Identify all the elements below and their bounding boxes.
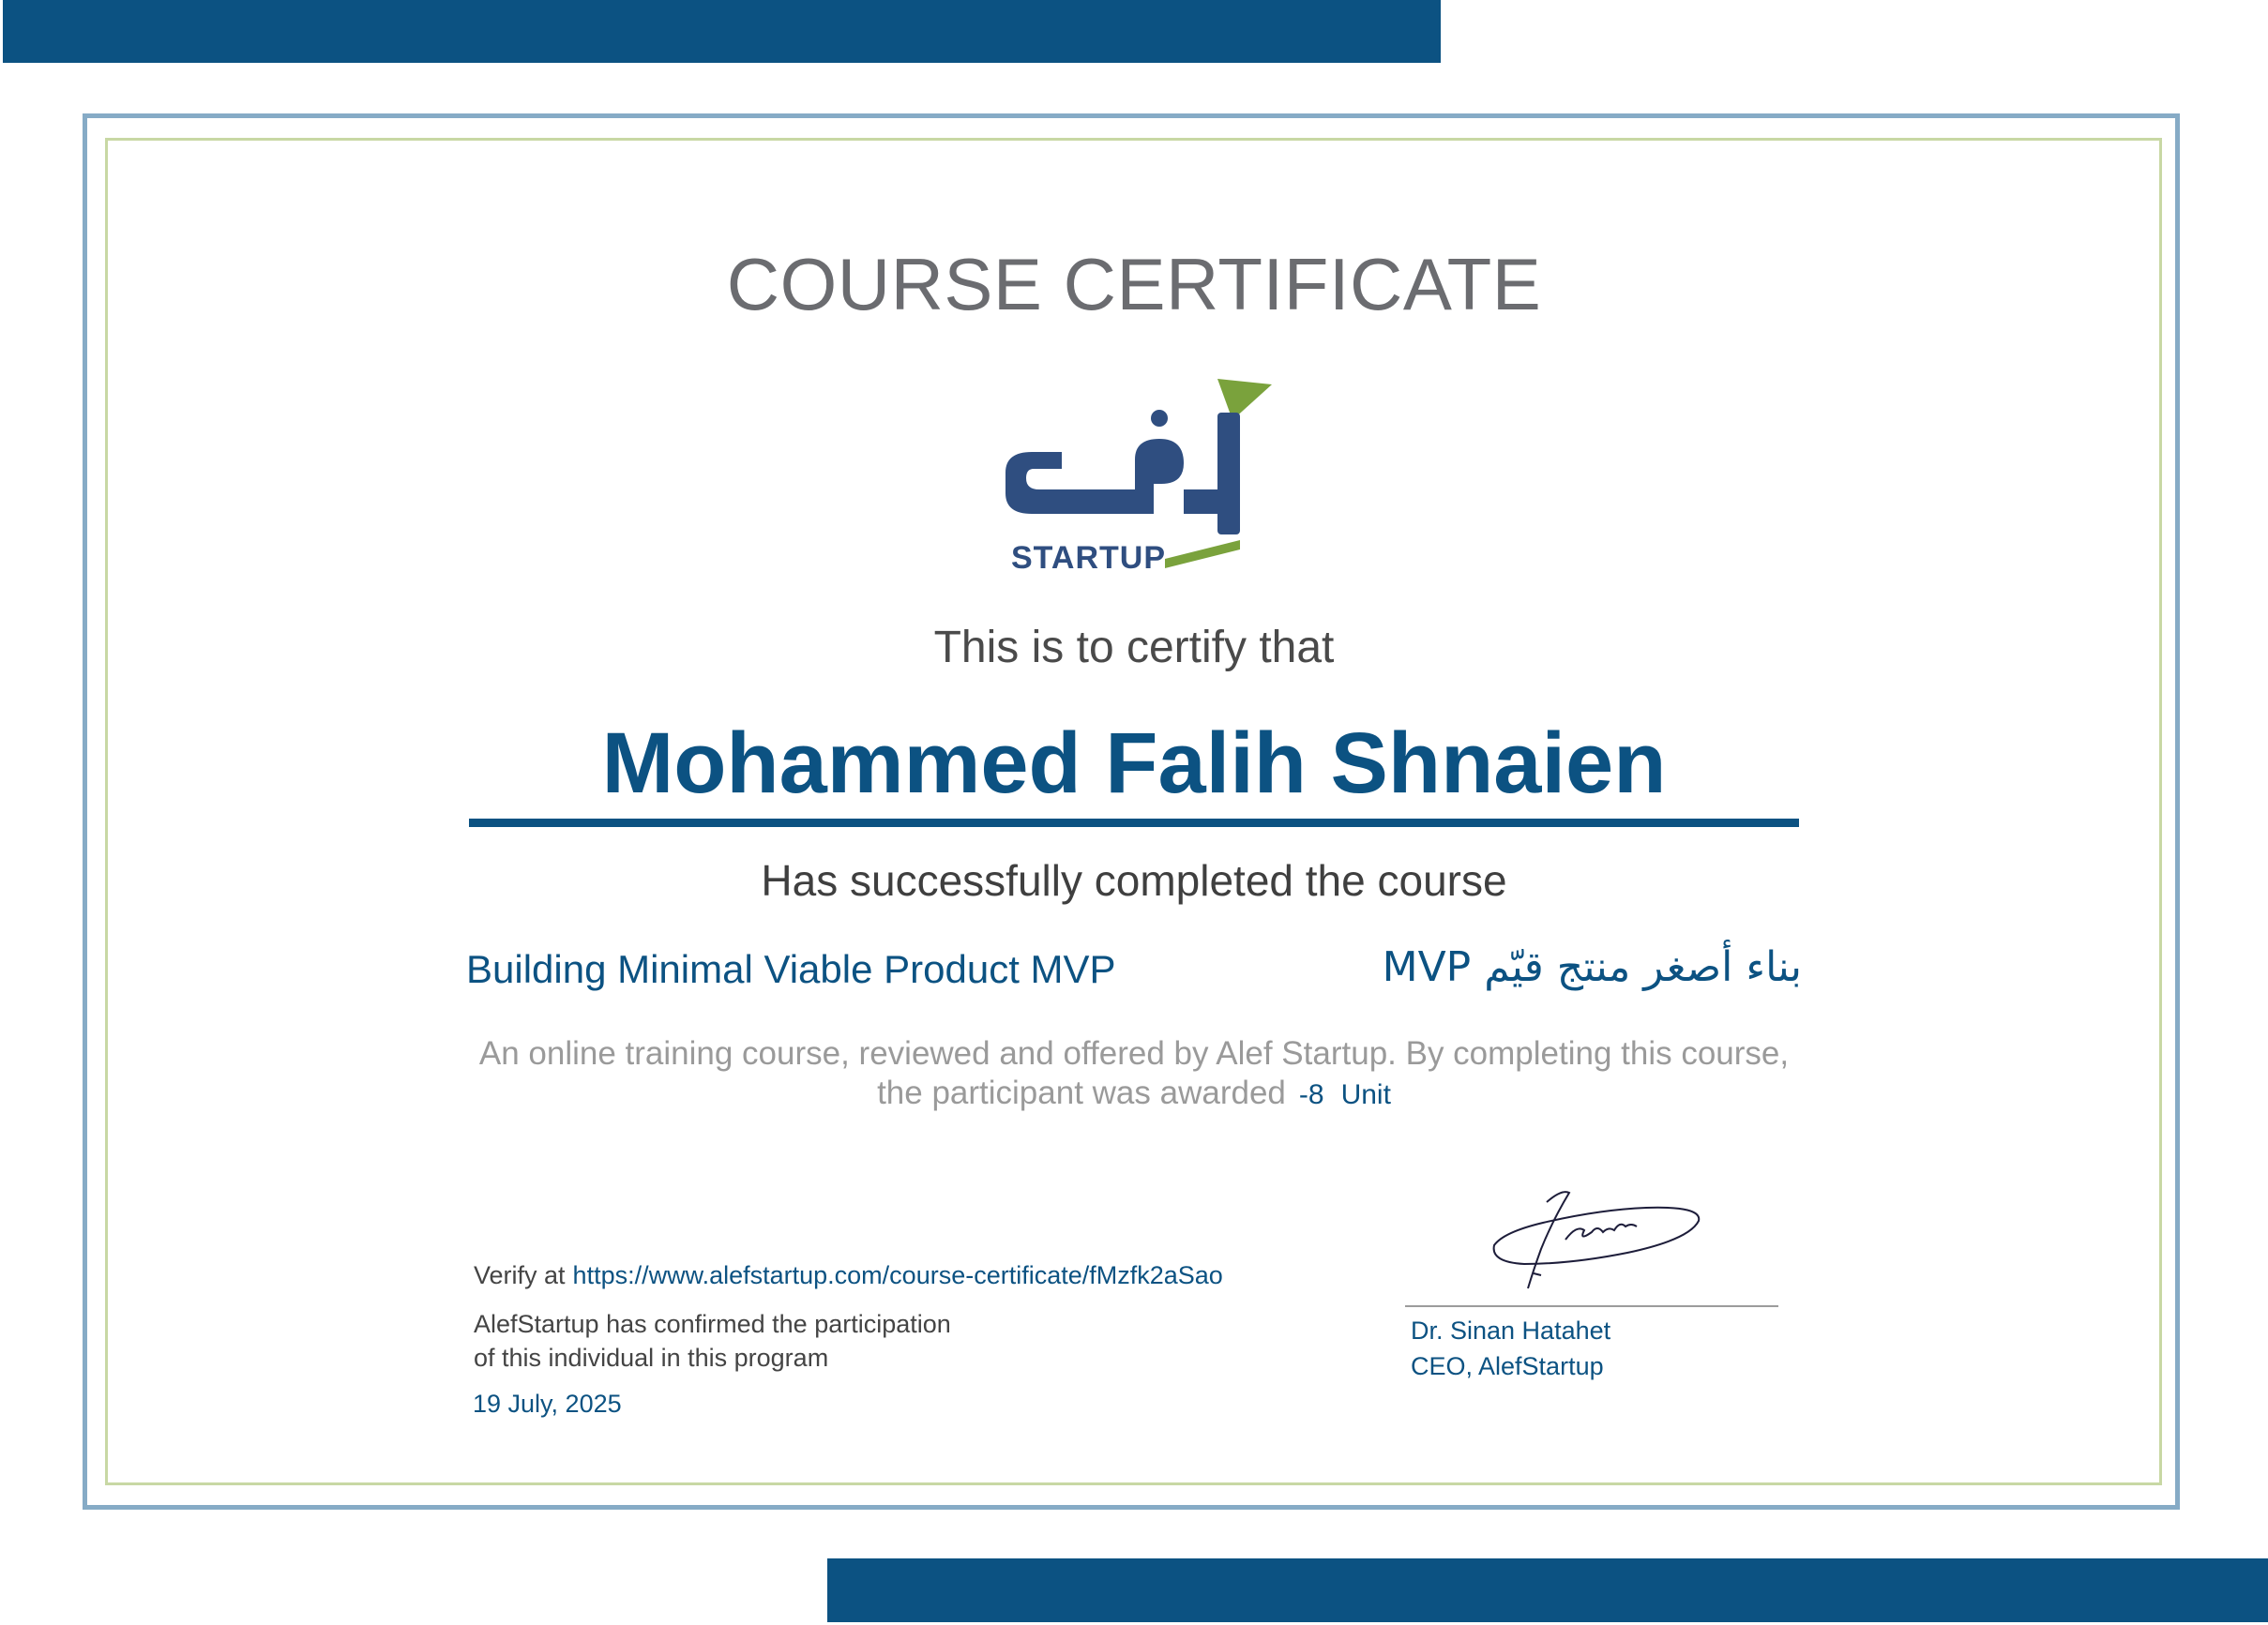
description-line-2 (877, 1074, 1391, 1115)
certificate-title: COURSE CERTIFICATE (726, 243, 1542, 325)
name-underline (469, 819, 1799, 827)
signer-name: Dr. Sinan Hatahet (1411, 1317, 1611, 1345)
course-description (0, 1034, 2268, 1115)
confirmation-line-1: AlefStartup has confirmed the participation (474, 1310, 951, 1338)
course-name-arabic: بناء أصغر منتج قيّم MVP (1382, 943, 1802, 991)
signature-line (1405, 1305, 1778, 1307)
top-decorative-band (3, 0, 1441, 63)
awarded-text: the participant was awarded (877, 1075, 1286, 1111)
confirmation-text (474, 1307, 1130, 1375)
verify-label: Verify at (474, 1261, 566, 1289)
verify-link[interactable]: https://www.alefstartup.com/course-certificate/fMzfk2aSao (572, 1261, 1223, 1289)
bottom-decorative-band (827, 1558, 2268, 1622)
verify-line (474, 1261, 1223, 1290)
issue-date: 19 July, 2025 (473, 1390, 622, 1418)
description-line-1: An online training course, reviewed and offered by Alef Startup. By completing this course, (478, 1035, 1790, 1072)
recipient-name: Mohammed Falih Shnaien (601, 715, 1667, 811)
course-name-english: Building Minimal Viable Product MVP (466, 947, 1116, 991)
confirmation-line-2: of this individual in this program (474, 1344, 829, 1372)
signature-image (1487, 1183, 1712, 1301)
completed-text: Has successfully completed the course (761, 856, 1507, 905)
award-unit: Unit (1340, 1079, 1391, 1110)
award-value: -8 (1298, 1079, 1324, 1110)
logo-wordmark: STARTUP (1011, 540, 1167, 576)
signer-title: CEO, AlefStartup (1411, 1352, 1604, 1380)
award-units (1299, 1079, 1391, 1110)
certify-text: This is to certify that (933, 623, 1335, 672)
alef-startup-logo (994, 375, 1276, 581)
